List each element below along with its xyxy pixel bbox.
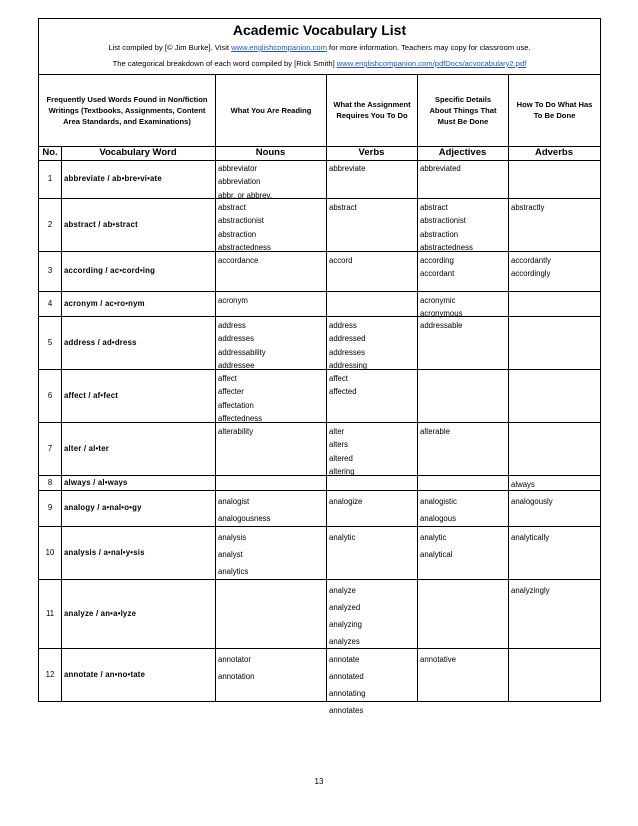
adjectives-cell bbox=[420, 319, 462, 332]
nouns-cell bbox=[218, 162, 272, 202]
adverbs-cell bbox=[511, 201, 544, 214]
verbs-cell bbox=[329, 529, 355, 546]
table-row bbox=[39, 423, 600, 476]
adverbs-cell bbox=[511, 529, 549, 546]
row-number: 7 bbox=[47, 444, 53, 453]
credit-line-2 bbox=[39, 59, 600, 68]
adjective-form: abstraction bbox=[420, 229, 459, 239]
header-specific-details: Specific Details About Things That Must Be Done bbox=[417, 74, 508, 146]
adjective-form: acronymic bbox=[420, 296, 456, 305]
noun-form: address bbox=[218, 321, 246, 330]
verb-form: alters bbox=[329, 440, 349, 450]
verbs-cell bbox=[329, 254, 352, 267]
verb-form: abbreviate bbox=[329, 164, 366, 173]
vocabulary-word: acronym / ac•ro•nym bbox=[64, 299, 145, 308]
noun-form: addressability bbox=[218, 347, 266, 357]
row-number: 4 bbox=[47, 299, 53, 308]
column-label-nouns: Nouns bbox=[255, 147, 286, 158]
row-number: 5 bbox=[47, 338, 53, 347]
noun-form: alterability bbox=[218, 427, 254, 436]
acvocabulary-pdf-link[interactable]: www.englishcompanion.com/pdfDocs/acvocabulary2.pdf bbox=[336, 59, 527, 68]
vocabulary-word: according / ac•cord•ing bbox=[64, 266, 156, 275]
verb-form: affected bbox=[329, 387, 357, 397]
column-label-word: Vocabulary Word bbox=[99, 147, 177, 158]
adjectives-cell bbox=[420, 529, 453, 563]
category-header-row bbox=[39, 74, 600, 147]
noun-form: affectedness bbox=[218, 414, 263, 424]
adjectives-cell bbox=[420, 201, 473, 255]
verb-form: addressing bbox=[329, 361, 368, 371]
nouns-cell bbox=[218, 651, 254, 685]
noun-form: abbreviation bbox=[218, 177, 261, 187]
adjective-form: according bbox=[420, 256, 454, 265]
row-number: 11 bbox=[45, 609, 55, 618]
verb-form: analyzes bbox=[329, 637, 360, 646]
verbs-cell bbox=[329, 651, 365, 719]
verb-form: analogize bbox=[329, 497, 363, 506]
noun-form: abstractionist bbox=[218, 216, 264, 226]
verbs-cell bbox=[329, 493, 362, 510]
verb-form: annotates bbox=[329, 706, 364, 715]
noun-form: abstractedness bbox=[218, 243, 271, 253]
column-label-adjectives: Adjectives bbox=[438, 147, 487, 158]
table-row bbox=[39, 527, 600, 580]
header-assignment-requires: What the Assignment Requires You To Do bbox=[326, 74, 417, 146]
row-number: 9 bbox=[47, 503, 53, 512]
verbs-cell bbox=[329, 425, 355, 479]
vocabulary-word: analogy / a•nal•o•gy bbox=[64, 503, 142, 512]
verbs-cell bbox=[329, 201, 357, 214]
verb-form: addressed bbox=[329, 334, 366, 344]
noun-form: affectation bbox=[218, 400, 254, 410]
verb-form: annotated bbox=[329, 672, 364, 681]
row-number: 3 bbox=[47, 266, 53, 275]
table-row bbox=[39, 252, 600, 292]
adverb-form: accordingly bbox=[511, 269, 551, 279]
adverb-form: analytically bbox=[511, 533, 550, 542]
table-row bbox=[39, 580, 600, 649]
vocabulary-sheet bbox=[38, 18, 601, 715]
vocabulary-word: always / al•ways bbox=[64, 478, 128, 487]
noun-form: abstraction bbox=[218, 229, 257, 239]
verb-form: addresses bbox=[329, 347, 365, 357]
verb-form: analyzing bbox=[329, 620, 362, 629]
noun-form: abbreviator bbox=[218, 164, 258, 173]
page-title: Academic Vocabulary List bbox=[232, 22, 407, 38]
noun-form: accordance bbox=[218, 256, 259, 265]
row-number: 8 bbox=[47, 478, 53, 487]
adjective-form: acronymous bbox=[420, 309, 463, 319]
verb-form: altered bbox=[329, 453, 353, 463]
adjectives-cell bbox=[420, 162, 461, 175]
verb-form: analyzed bbox=[329, 603, 361, 612]
adverb-form: abstractly bbox=[511, 203, 545, 212]
verb-form: altering bbox=[329, 467, 355, 477]
table-row bbox=[39, 160, 600, 199]
verb-form: affect bbox=[329, 374, 348, 383]
table-row bbox=[39, 649, 600, 715]
adjectives-cell bbox=[420, 425, 450, 438]
credit-text: for more information. Teachers may copy for classroom use. bbox=[326, 43, 531, 52]
table-row bbox=[39, 292, 600, 317]
noun-form: affect bbox=[218, 374, 237, 383]
noun-form: analysis bbox=[218, 533, 247, 542]
credit-text: List compiled by [© Jim Burke]. Visit bbox=[108, 43, 232, 52]
verb-form: address bbox=[329, 321, 357, 330]
nouns-cell bbox=[218, 254, 258, 267]
adjectives-cell bbox=[420, 493, 457, 527]
adjective-form: abbreviated bbox=[420, 164, 461, 173]
header-frequently-used: Frequently Used Words Found in Non/fiction Writings (Textbooks, Assignments, Content Area Standards, and Examinations) bbox=[46, 94, 208, 126]
vocabulary-word: analyze / an•a•lyze bbox=[64, 609, 137, 618]
noun-form: addressee bbox=[218, 361, 255, 371]
verb-form: abstract bbox=[329, 203, 357, 212]
adverbs-cell bbox=[511, 582, 550, 599]
noun-form: annotator bbox=[218, 655, 251, 664]
nouns-cell bbox=[218, 529, 248, 580]
adverbs-cell bbox=[511, 478, 535, 491]
adjective-form: analytic bbox=[420, 533, 447, 542]
adjective-form: abstract bbox=[420, 203, 448, 212]
adjective-form: abstractionist bbox=[420, 216, 466, 226]
row-number: 2 bbox=[47, 220, 53, 229]
credit-line-1 bbox=[39, 43, 600, 52]
row-number: 6 bbox=[47, 391, 53, 400]
table-row bbox=[39, 199, 600, 252]
verb-form: analyze bbox=[329, 586, 356, 595]
nouns-cell bbox=[218, 425, 253, 438]
englishcompanion-link[interactable]: www.englishcompanion.com bbox=[231, 43, 327, 52]
row-number: 12 bbox=[45, 670, 55, 679]
adjective-form: analogistic bbox=[420, 497, 457, 506]
adverb-form: analogously bbox=[511, 497, 553, 506]
credit-text: The categorical breakdown of each word compiled by [Rick Smith] bbox=[112, 59, 337, 68]
adjective-form: accordant bbox=[420, 269, 455, 279]
adjective-form: abstractedness bbox=[420, 243, 473, 253]
verb-form: annotating bbox=[329, 689, 366, 698]
noun-form: abstract bbox=[218, 203, 246, 212]
noun-form: addresses bbox=[218, 334, 254, 344]
nouns-cell bbox=[218, 201, 271, 255]
adjective-form: addressable bbox=[420, 321, 463, 330]
column-label-verbs: Verbs bbox=[358, 147, 385, 158]
vocabulary-word: annotate / an•no•tate bbox=[64, 670, 146, 679]
noun-form: affecter bbox=[218, 387, 244, 397]
noun-form: annotation bbox=[218, 672, 255, 681]
nouns-cell bbox=[218, 493, 270, 527]
adjective-form: analogous bbox=[420, 514, 456, 523]
noun-form: acronym bbox=[218, 296, 248, 305]
adverb-form: accordantly bbox=[511, 256, 551, 265]
column-label-no: No. bbox=[42, 147, 58, 158]
adjective-form: analytical bbox=[420, 550, 453, 559]
row-number: 10 bbox=[45, 548, 55, 557]
column-label-adverbs: Adverbs bbox=[534, 147, 573, 158]
adverb-form: analyzingly bbox=[511, 586, 550, 595]
title-block bbox=[39, 19, 600, 75]
verbs-cell bbox=[329, 372, 357, 399]
page-number: 13 bbox=[314, 777, 324, 786]
vocabulary-word: analysis / a•nal•y•sis bbox=[64, 548, 145, 557]
verb-form: analytic bbox=[329, 533, 356, 542]
verbs-cell bbox=[329, 162, 365, 175]
header-what-you-read: What You Are Reading bbox=[215, 74, 326, 146]
verbs-cell bbox=[329, 582, 362, 650]
noun-form: analytics bbox=[218, 567, 249, 576]
header-how-to-do: How To Do What Has To Be Done bbox=[508, 74, 600, 146]
adjectives-cell bbox=[420, 254, 454, 281]
column-label-row bbox=[39, 146, 600, 161]
verb-form: accord bbox=[329, 256, 353, 265]
noun-form: abbr. or abbrev. bbox=[218, 190, 273, 200]
nouns-cell bbox=[218, 294, 248, 307]
adjectives-cell bbox=[420, 651, 456, 668]
table-row bbox=[39, 476, 600, 491]
noun-form: analogist bbox=[218, 497, 250, 506]
vocabulary-word: abstract / ab•stract bbox=[64, 220, 138, 229]
nouns-cell bbox=[218, 372, 262, 426]
verb-form: alter bbox=[329, 427, 345, 436]
verbs-cell bbox=[329, 319, 367, 373]
adjective-form: annotative bbox=[420, 655, 456, 664]
table-row bbox=[39, 317, 600, 370]
noun-form: analogousness bbox=[218, 514, 271, 523]
nouns-cell bbox=[218, 319, 266, 373]
table-row bbox=[39, 370, 600, 423]
noun-form: analyst bbox=[218, 550, 243, 559]
table-row bbox=[39, 491, 600, 527]
vocabulary-word: address / ad•dress bbox=[64, 338, 137, 347]
vocabulary-word: alter / al•ter bbox=[64, 444, 109, 453]
adverbs-cell bbox=[511, 254, 551, 281]
adverbs-cell bbox=[511, 493, 553, 510]
row-number: 1 bbox=[47, 174, 53, 183]
verb-form: annotate bbox=[329, 655, 360, 664]
adjective-form: alterable bbox=[420, 427, 450, 436]
vocabulary-word: abbreviate / ab•bre•vi•ate bbox=[64, 174, 162, 183]
vocabulary-word: affect / af•fect bbox=[64, 391, 119, 400]
adverb-form: always bbox=[511, 480, 535, 489]
